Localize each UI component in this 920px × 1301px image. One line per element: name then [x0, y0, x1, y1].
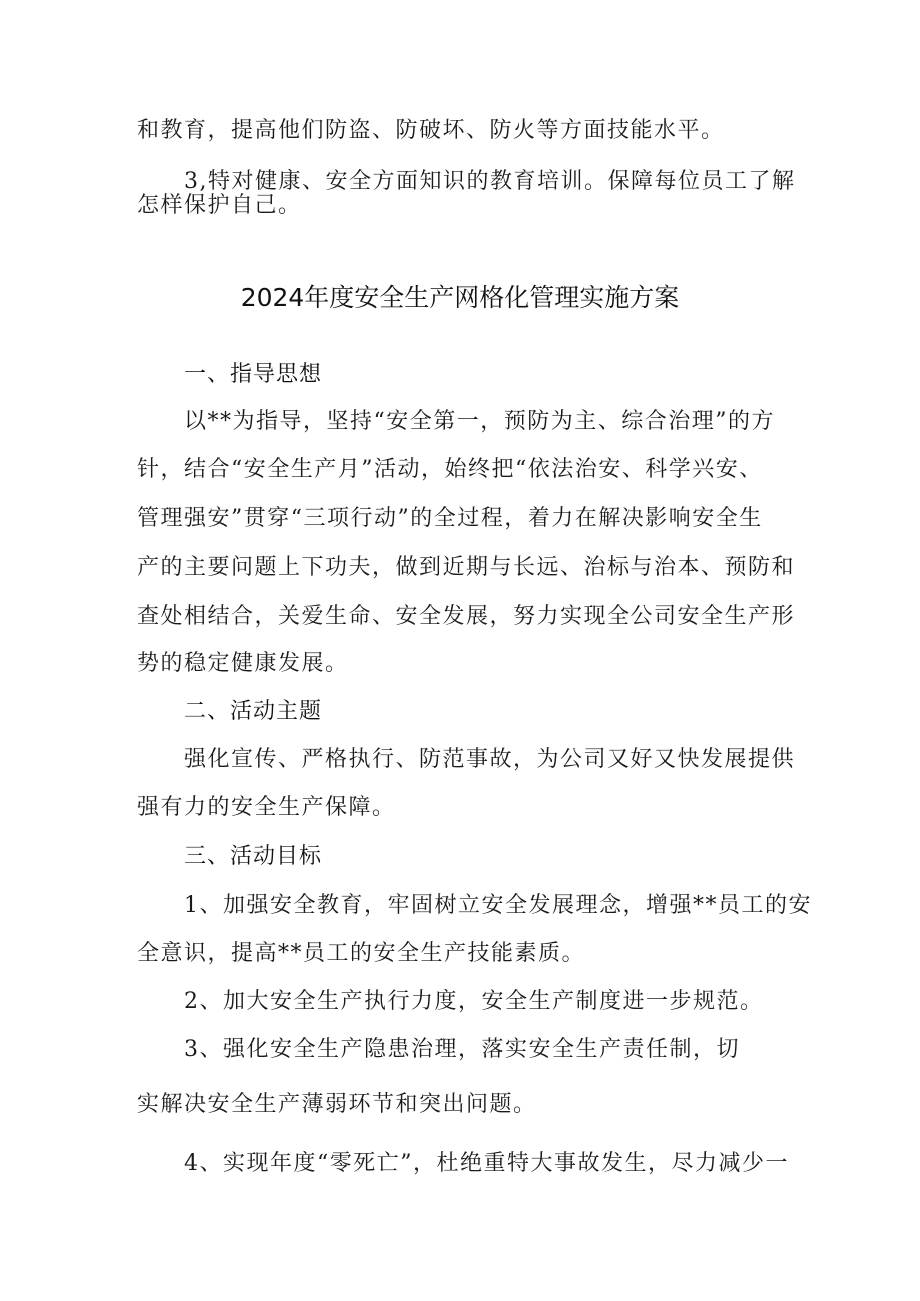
paragraph-line: 势的稳定健康发展。 — [137, 651, 349, 676]
paragraph-line: 2、加大安全生产执行力度，安全生产制度进一步规范。 — [184, 989, 764, 1014]
intro-line: 和教育，提高他们防盗、防破坏、防火等方面技能水平。 — [137, 118, 725, 143]
paragraph-line: 产的主要问题上下功夫，做到近期与长远、治标与治本、预防和 — [137, 555, 796, 580]
intro-line: 3,特对健康、安全方面知识的教育培训。保障每位员工了解 — [184, 169, 796, 194]
paragraph-line: 1、加强安全教育，牢固树立安全发展理念，增强**员工的安 — [184, 893, 812, 918]
paragraph-line: 针，结合“安全生产月”活动，始终把“依法治安、科学兴安、 — [137, 457, 763, 482]
paragraph-line: 3、强化安全生产隐患治理，落实安全生产责任制，切 — [184, 1037, 740, 1062]
paragraph-line: 以**为指导，坚持“安全第一，预防为主、综合治理”的方 — [184, 409, 775, 434]
paragraph-line: 4、实现年度“零死亡”，杜绝重特大事故发生，尽力减少一 — [184, 1151, 789, 1176]
document-title: 2024年度安全生产网格化管理实施方案 — [240, 283, 680, 312]
section-heading: 三、活动目标 — [184, 844, 323, 869]
paragraph-line: 实解决安全生产薄弱环节和突出问题。 — [137, 1092, 537, 1117]
paragraph-line: 查处相结合，关爱生命、安全发展，努力实现全公司安全生产形 — [137, 604, 796, 629]
section-heading: 一、指导思想 — [184, 362, 323, 387]
paragraph-line: 强有力的安全生产保障。 — [137, 795, 396, 820]
paragraph-line: 强化宣传、严格执行、防范事故，为公司又好又快发展提供 — [184, 747, 796, 772]
intro-line: 怎样保护自己。 — [137, 193, 302, 218]
section-heading: 二、活动主题 — [184, 699, 323, 724]
paragraph-line: 全意识，提高**员工的安全生产技能素质。 — [137, 941, 586, 966]
paragraph-line: 管理强安”贯穿“三项行动”的全过程，着力在解决影响安全生 — [137, 506, 763, 531]
